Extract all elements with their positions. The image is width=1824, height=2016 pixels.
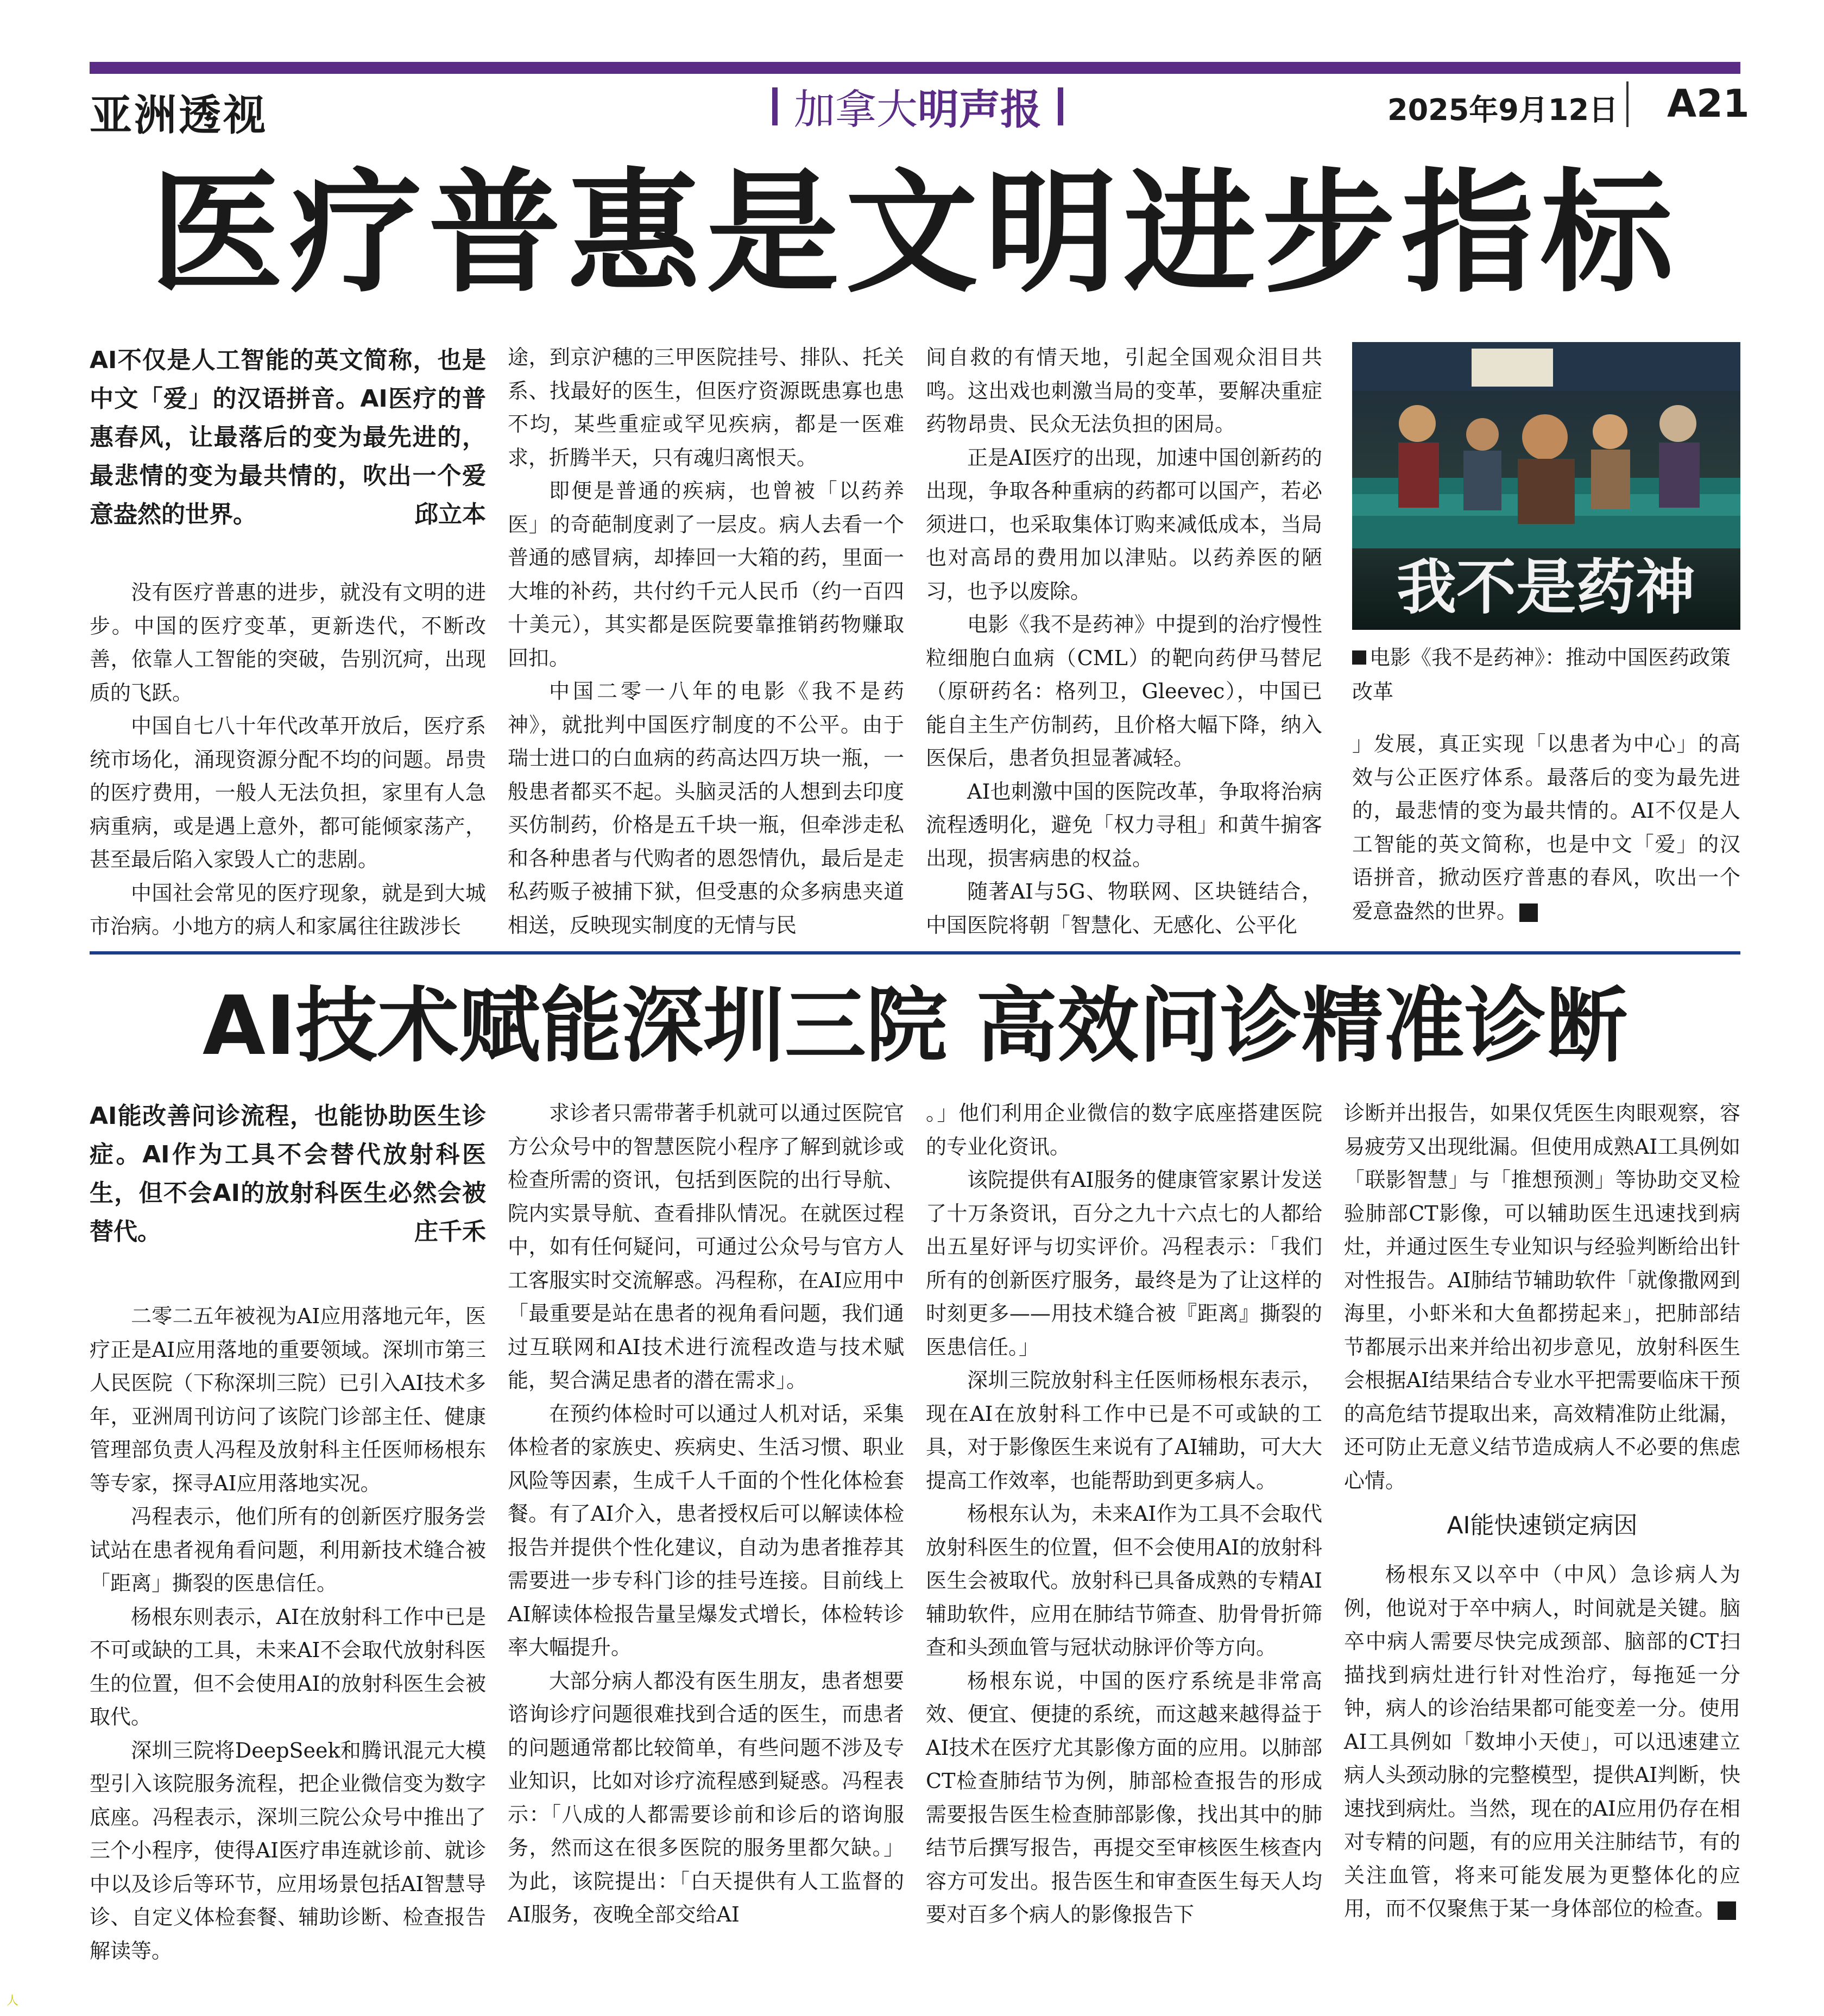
article1-c2-p2: 中国二零一八年的电影《我不是药神》，就批判中国医疗制度的不公平。由于瑞士进口的白血病的药高达四万块一瓶，一般患者都买不起。头脑灵活的人想到去印度买仿制药，价格是五千块一瓶，但牵涉走私和各种患者与代购者的恩怨情仇，最后是走私药贩子被捕下狱，但受惠的众多病患夹道相送，反映现实制度的无情与民 bbox=[508, 679, 904, 937]
article1-c4-cont: 」发展，真正实现「以患者为中心」的高效与公正医疗体系。最落后的变为最先进的，最悲情的变为最共情的。AI不仅是人工智能的英文简称，也是中文「爱」的汉语拼音，掀动医疗普惠的春风，吹出一个爱意盎然的世界。 bbox=[1352, 732, 1740, 923]
article2-c3-p2: 深圳三院放射科主任医师杨根东表示，现在AI在放射科工作中已是不可或缺的工具，对于影像医生来说有了AI辅助，可大大提高工作效率，也能帮助到更多病人。 bbox=[926, 1368, 1322, 1493]
article2-c1-p1: 二零二五年被视为AI应用落地元年，医疗正是AI应用落地的重要领域。深圳市第三人民医院（下称深圳三院）已引入AI技术多年，亚洲周刊访问了该院门诊部主任、健康管理部负责人冯程及放射科主任医师杨根东等专家，探寻AI应用落地实况。 bbox=[90, 1304, 486, 1495]
article1-column-2 bbox=[508, 341, 904, 942]
article2-c1-p2: 冯程表示，他们所有的创新医疗服务尝试站在患者视角看问题，利用新技术缝合被「距离」撕裂的医患信任。 bbox=[90, 1505, 486, 1595]
article2-author: 庄千禾 bbox=[414, 1218, 486, 1246]
article1-lead-text: AI不仅是人工智能的英文简称，也是中文「爱」的汉语拼音。AI医疗的普惠春风，让最落后的变为最先进的，最悲情的变为最共情的，吹出一个爱意盎然的世界。 bbox=[90, 346, 486, 528]
photo-caption bbox=[1352, 641, 1740, 709]
article2-c2-p1: 求诊者只需带著手机就可以通过医院官方公众号中的智慧医院小程序了解到就诊或检查所需的资讯，包括到医院的出行导航、院内实景导航、查看排队情况。在就医过程中，如有任何疑问，可通过公众号与官方人工客服实时交流解惑。冯程称，在AI应用中「最重要是站在患者的视角看问题，我们通过互联网和AI技术进行流程改造与技术赋能，契合满足患者的潜在需求」。 bbox=[508, 1101, 904, 1392]
masthead-name-b: 明声报 bbox=[918, 85, 1042, 134]
article1-headline: 医疗普惠是文明进步指标 bbox=[150, 156, 1680, 311]
section-title: 亚洲透视 bbox=[90, 91, 268, 140]
corner-mark: 人 bbox=[7, 1994, 19, 2008]
header-separator bbox=[1626, 81, 1629, 127]
photo-caption-text: 电影《我不是药神》：推动中国医药政策改革 bbox=[1352, 646, 1731, 704]
article1-c1-p3: 中国社会常见的医疗现象，就是到大城市治病。小地方的病人和家属往往跋涉长 bbox=[90, 881, 486, 938]
article1-c3-p1: 正是AI医疗的出现，加速中国创新药的出现，争取各种重病的药都可以国产，若必须进口，也采取集体订购来减低成本，当局也对高昂的费用加以津贴。以药养医的陋习，也予以废除。 bbox=[926, 445, 1322, 603]
caption-square-icon bbox=[1352, 650, 1366, 665]
article1-c3-p3: AI也刺激中国的医院改革，争取将治病流程透明化，避免「权力寻租」和黄牛掮客出现，损害病患的权益。 bbox=[926, 779, 1322, 870]
movie-poster-photo bbox=[1352, 342, 1740, 630]
article1-c3-p2: 电影《我不是药神》中提到的治疗慢性粒细胞白血病（CML）的靶向药伊马替尼（原研药名：格列卫，Gleevec），中国已能自主生产仿制药，且价格大幅下降，纳入医保后，患者负担显著减轻。 bbox=[926, 612, 1322, 770]
article2-c2-p2: 在预约体检时可以通过人机对话，采集体检者的家族史、疾病史、生活习惯、职业风险等因素，生成千人千面的个性化体检套餐。有了AI介入，患者授权后可以解读体检报告并提供个性化建议，自动为患者推荐其需要进一步专科门诊的挂号连接。目前线上AI解读体检报告量呈爆发式增长，体检转诊率大幅提升。 bbox=[508, 1401, 904, 1659]
article2-column-3 bbox=[926, 1097, 1322, 1932]
article1-c2-p1: 即便是普通的疾病，也曾被「以药养医」的奇葩制度剥了一层皮。病人去看一个普通的感冒病，却捧回一大箱的药，里面一大堆的补药，共付约千元人民币（约一百四十美元），其实都是医院要靠推销药物赚取回扣。 bbox=[508, 479, 904, 670]
article2-column-4 bbox=[1344, 1097, 1740, 1926]
poster-title: 我不是药神 bbox=[1397, 552, 1695, 622]
movie-poster-image bbox=[1352, 342, 1740, 630]
article1-c1-p2: 中国自七八十年代改革开放后，医疗系统市场化，涌现资源分配不均的问题。昂贵的医疗费用，一般人无法负担，家里有人急病重病，或是遇上意外，都可能倾家荡产，甚至最后陷入家毁人亡的悲剧。 bbox=[90, 714, 486, 871]
page-number: A21 bbox=[1667, 81, 1750, 126]
top-purple-bar bbox=[90, 62, 1740, 74]
article2-c2-p3: 大部分病人都没有医生朋友，患者想要谘询诊疗问题很难找到合适的医生，而患者的问题通常都比较简单，有些问题不涉及专业知识，比如对诊疗流程感到疑惑。冯程表示：「八成的人都需要诊前和诊后的谘询服务，然而这在很多医院的服务里都欠缺。」为此，该院提出：「白天提供有人工监督的AI服务，夜晚全部交给AI bbox=[508, 1669, 904, 1926]
article2-c1-p4: 深圳三院将DeepSeek和腾讯混元大模型引入该院服务流程，把企业微信变为数字底座。冯程表示，深圳三院公众号中推出了三个小程序，使得AI医疗串连就诊前、就诊中以及诊后等环节，应用场景包括AI智慧导诊、自定义体检套餐、辅助诊断、检查报告解读等。 bbox=[90, 1738, 486, 1963]
masthead bbox=[747, 80, 1089, 132]
article2-c3-p1: 该院提供有AI服务的健康管家累计发送了十万条资讯，百分之九十六点七的人都给出五星好评与切实评价。冯程表示：「我们所有的创新医疗服务，最终是为了让这样的时刻更多——用技术缝合被『距离』撕裂的医患信任。」 bbox=[926, 1168, 1322, 1359]
article2-c4-p1: 杨根东又以卒中（中风）急诊病人为例，他说对于卒中病人，时间就是关键。脑卒中病人需要尽快完成颈部、脑部的CT扫描找到病灶进行针对性治疗，每拖延一分钟，病人的诊治结果都可能变差一分。使用AI工具例如「数坤小天使」，可以迅速建立病人头颈动脉的完整模型，提供AI判断，快速找到病灶。当然，现在的AI应用仍存在相对专精的问题，有的应用关注肺结节，有的关注血管，将来可能发展为更整体化的应用，而不仅聚焦于某一身体部位的检查。 bbox=[1344, 1563, 1740, 1920]
article2-subhead: AI能快速锁定病因 bbox=[1447, 1512, 1638, 1539]
end-mark-icon bbox=[1718, 1901, 1736, 1920]
end-mark-icon bbox=[1519, 903, 1538, 922]
article2-c3-cont: 。」他们利用企业微信的数字底座搭建医院的专业化资讯。 bbox=[926, 1101, 1322, 1159]
article1-author: 邱立本 bbox=[414, 501, 486, 528]
masthead-name-a: 加拿大 bbox=[794, 85, 918, 134]
masthead-bar-right bbox=[1058, 87, 1063, 125]
article2-c4-cont: 诊断并出报告，如果仅凭医生肉眼观察，容易疲劳又出现纰漏。但使用成熟AI工具例如「联影智慧」与「推想预测」等协助交叉检验肺部CT影像，可以辅助医生迅速找到病灶，并通过医生专业知识与经验判断给出针对性报告。AI肺结节辅助软件「就像撒网到海里，小虾米和大鱼都捞起来」，把肺部结节都展示出来并给出初步意见，放射科医生会根据AI结果结合专业水平把需要临床干预的高危结节提取出来，高效精准防止纰漏，还可防止无意义结节造成病人不必要的焦虑心情。 bbox=[1344, 1101, 1740, 1493]
article2-column-1 bbox=[90, 1097, 486, 1968]
article1-c3-p4: 随著AI与5G、物联网、区块链结合，中国医院将朝「智慧化、无感化、公平化 bbox=[926, 880, 1322, 937]
issue-date: 2025年9月12日 bbox=[1387, 93, 1619, 127]
article1-lead bbox=[90, 341, 486, 534]
article1-c1-p1: 没有医疗普惠的进步，就没有文明的进步。中国的医疗变革，更新迭代，不断改善，依靠人工智能的突破，告别沉疴，出现质的飞跃。 bbox=[90, 580, 486, 705]
article1-column-3 bbox=[926, 341, 1322, 942]
article1-c4-wrap bbox=[1352, 728, 1740, 928]
article1-c2-cont: 途，到京沪穗的三甲医院挂号、排队、托关系、找最好的医生，但医疗资源既患寡也患不均，某些重症或罕见疾病，都是一医难求，折腾半天，只有魂归离恨天。 bbox=[508, 345, 904, 470]
masthead-bar-left bbox=[772, 87, 778, 125]
article-divider bbox=[90, 951, 1740, 955]
article2-c1-p3: 杨根东则表示，AI在放射科工作中已是不可或缺的工具，未来AI不会取代放射科医生的位置，但不会使用AI的放射科医生会被取代。 bbox=[90, 1604, 486, 1729]
article1-c3-cont: 间自救的有情天地，引起全国观众泪目共鸣。这出戏也刺激当局的变革，要解决重症药物昂贵、民众无法负担的困局。 bbox=[926, 345, 1322, 436]
article2-column-2 bbox=[508, 1097, 904, 1932]
article1-column-4 bbox=[1352, 728, 1740, 928]
article1-column-1 bbox=[90, 341, 486, 944]
article2-c3-p3: 杨根东认为，未来AI作为工具不会取代放射科医生的位置，但不会使用AI的放射科医生会被取代。放射科已具备成熟的专精AI辅助软件，应用在肺结节筛查、肋骨骨折筛查和头颈血管与冠状动脉评价等方向。 bbox=[926, 1502, 1322, 1659]
article2-lead-text: AI能改善问诊流程，也能协助医生诊症。AI作为工具不会替代放射科医生，但不会AI的放射科医生必然会被替代。 bbox=[90, 1102, 486, 1246]
article2-c4-wrap bbox=[1344, 1558, 1740, 1926]
article2-headline: AI技术赋能深圳三院 高效问诊精准诊断 bbox=[202, 979, 1628, 1073]
article2-c3-p4: 杨根东说，中国的医疗系统是非常高效、便宜、便捷的系统，而这越来越得益于AI技术在医疗尤其影像方面的应用。以肺部CT检查肺结节为例，肺部检查报告的形成需要报告医生检查肺部影像，找出其中的肺结节后撰写报告，再提交至审核医生核查内容方可发出。报告医生和审查医生每天人均要对百多个病人的影像报告下 bbox=[926, 1669, 1322, 1926]
article2-lead bbox=[90, 1097, 486, 1251]
